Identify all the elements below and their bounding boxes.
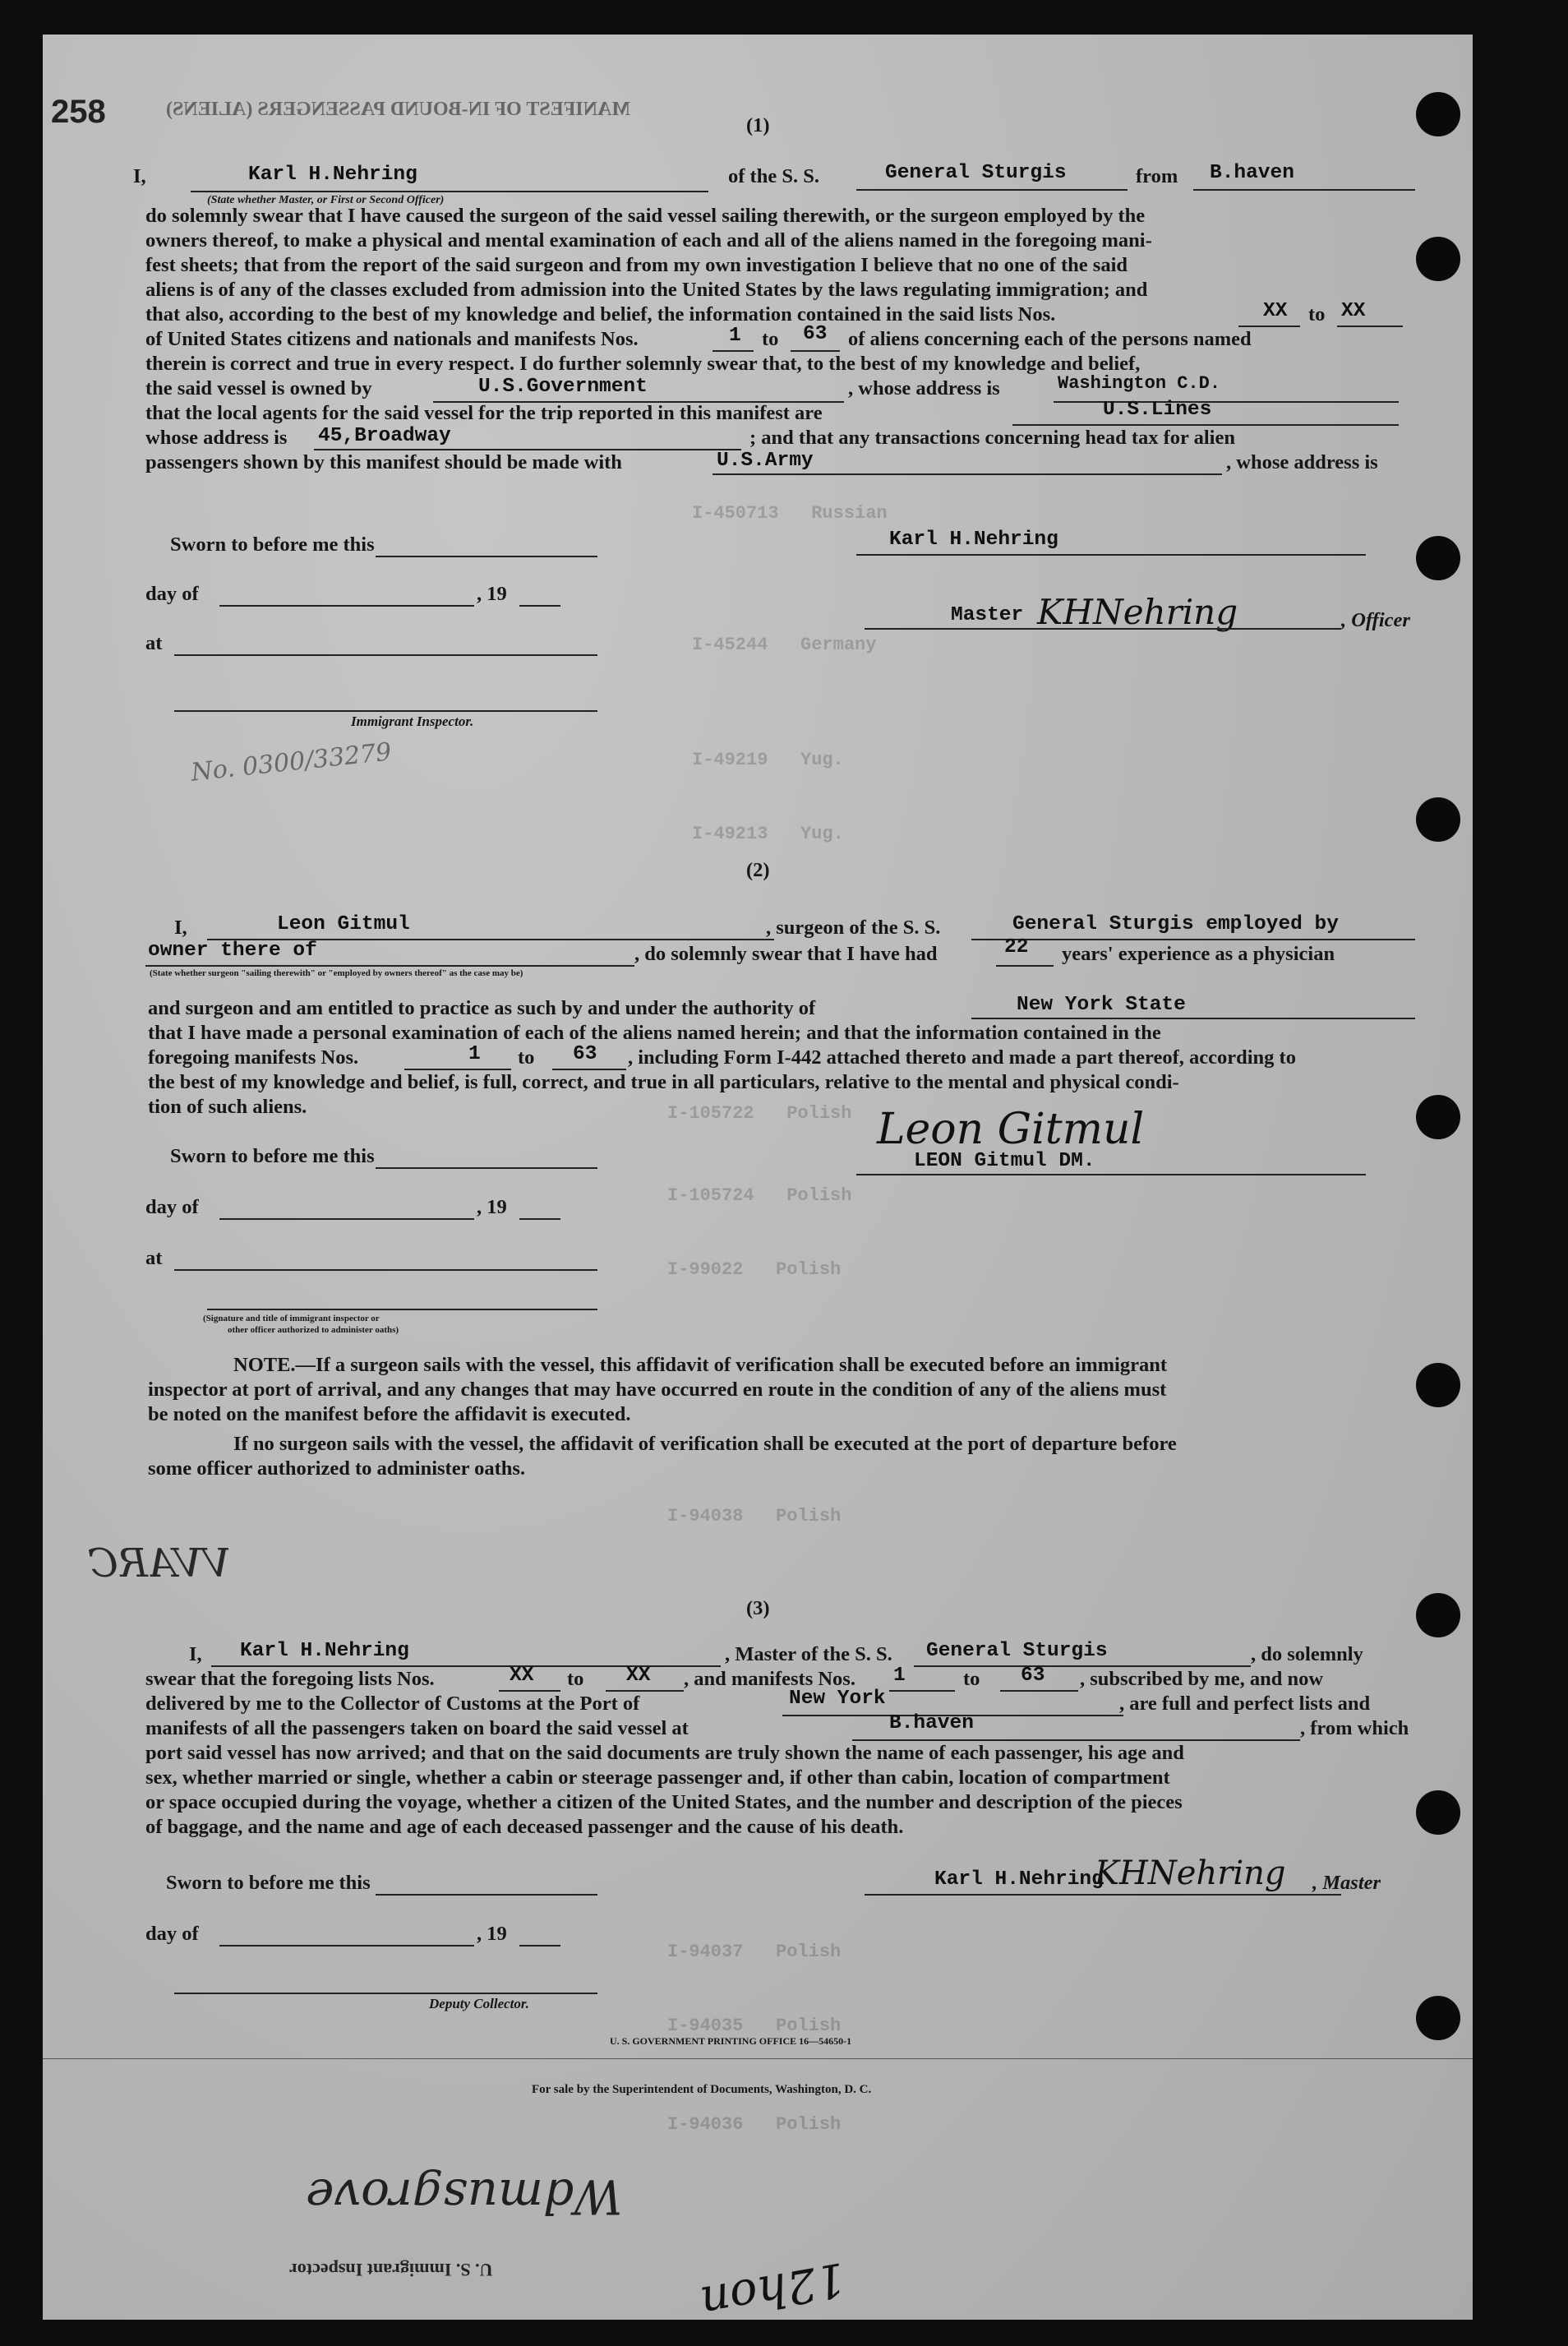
head-tax-party: U.S.Army xyxy=(717,450,814,472)
binder-hole xyxy=(1416,1095,1460,1139)
to-word: to xyxy=(963,1668,980,1690)
owner-text: owner there of xyxy=(148,940,317,962)
inspector-reversed: U. S. Immigrant Inspector xyxy=(289,2260,493,2280)
oath-line: do solemnly swear that I have caused the surgeon of the said vessel sailing therewith, or the surgeon employed by the xyxy=(145,205,1146,227)
lists-from: XX xyxy=(1263,300,1288,322)
authority: New York State xyxy=(1017,994,1186,1016)
note-line: inspector at port of arrival, and any changes that may have occurred en route in the condition of any of the aliens must xyxy=(148,1379,1167,1401)
signer-typed: Karl H.Nehring xyxy=(889,529,1058,551)
vessel-name: General Sturgis xyxy=(885,162,1067,184)
oath-line: that the local agents for the said vessel for the trip reported in this manifest are xyxy=(145,402,823,424)
to-word: to xyxy=(1308,303,1326,326)
collector-caption: Deputy Collector. xyxy=(429,1996,529,2011)
master-signer-typed: Karl H.Nehring xyxy=(934,1868,1104,1891)
to-word: to xyxy=(518,1046,535,1069)
sig-caption-2: other officer authorized to administer oaths) xyxy=(228,1325,399,1335)
authority-text: and surgeon and am entitled to practice as such by and under the authority of xyxy=(148,997,816,1019)
i-label: I, xyxy=(174,917,187,939)
full-lists: , are full and perfect lists and xyxy=(1119,1693,1371,1715)
cert-line: tion of such aliens. xyxy=(148,1096,307,1118)
manifests-to: 63 xyxy=(803,323,828,345)
surgeon-signer-typed: LEON Gitmul DM. xyxy=(914,1150,1095,1172)
day-of-label: day of xyxy=(145,1196,199,1218)
including-text: , including Form I-442 attached thereto and made a part thereof, according to xyxy=(628,1046,1296,1069)
binder-hole xyxy=(1416,536,1460,580)
local-agents: U.S.Lines xyxy=(1103,399,1212,421)
manifests-from: 1 xyxy=(468,1043,481,1065)
master-signature: KHNehring xyxy=(1037,592,1238,632)
binder-hole xyxy=(1416,237,1460,281)
oath-line: of United States citizens and nationals and manifests Nos. xyxy=(145,328,639,350)
from-which: , from which xyxy=(1300,1717,1409,1739)
to-word: to xyxy=(567,1668,584,1690)
port: B.haven xyxy=(1210,162,1294,184)
port-of-arrival: New York xyxy=(789,1688,886,1710)
note-line: some officer authorized to administer oaths. xyxy=(148,1457,526,1480)
of-aliens-text: of aliens concerning each of the persons named xyxy=(848,328,1252,350)
taken-text: manifests of all the passengers taken on board the said vessel at xyxy=(145,1717,689,1739)
cert-line: that I have made a personal examination of each of the aliens named herein; and that the information contained in the xyxy=(148,1022,1161,1044)
sworn-label: Sworn to before me this xyxy=(170,533,375,556)
section-number: (2) xyxy=(746,859,770,881)
manifests-from: 1 xyxy=(729,325,741,347)
cert-line: the best of my knowledge and belief, is full, correct, and true in all particulars, relative to the mental and physical condi- xyxy=(148,1071,1179,1093)
day-of-label: day of xyxy=(145,583,199,605)
master-name: Karl H.Nehring xyxy=(240,1640,409,1662)
note-line: be noted on the manifest before the affidavit is executed. xyxy=(148,1403,631,1425)
oath-line: aliens is of any of the classes excluded from admission into the United States by the laws regulating immigration; and xyxy=(145,279,1148,301)
to-word: to xyxy=(762,328,779,350)
officer-caption: (State whether Master, or First or Second Officer) xyxy=(207,194,445,206)
inspector-caption: Immigrant Inspector. xyxy=(351,713,474,729)
section-number: (3) xyxy=(746,1597,770,1619)
year-label: , 19 xyxy=(477,1196,507,1218)
do-solemnly: , do solemnly xyxy=(1251,1643,1363,1665)
master-of-label: , Master of the S. S. xyxy=(725,1643,892,1665)
surgeon-caption: (State whether surgeon "sailing therewith" or "employed by owners thereof" as the case may be) xyxy=(150,968,523,978)
binder-hole xyxy=(1416,92,1460,136)
bottom-handwriting: 12hon xyxy=(696,2251,850,2330)
surgeon-signature: Leon Gitmul xyxy=(877,1105,1145,1154)
i-label: I, xyxy=(189,1643,202,1665)
officer-label: , Officer xyxy=(1341,609,1410,631)
master-signature-3: KHNehring xyxy=(1095,1854,1286,1892)
delivery-line: sex, whether married or single, whether a cabin or steerage passenger and, if other than cabin, location of compartment xyxy=(145,1766,1170,1789)
at-label: at xyxy=(145,1247,163,1269)
sale-line: For sale by the Superintendent of Documents, Washington, D. C. xyxy=(532,2083,872,2096)
delivery-line: or space occupied during the voyage, whether a citizen of the United States, and the number and description of the pieces xyxy=(145,1791,1183,1813)
and-manifests: , and manifests Nos. xyxy=(684,1668,855,1690)
oath-line: fest sheets; that from the report of the said surgeon and from my own investigation I believe that no one of the said xyxy=(145,254,1128,276)
whose-address-label: , whose address is xyxy=(848,377,1000,399)
surgeon-of-label: , surgeon of the S. S. xyxy=(766,917,941,939)
margin-mark: VVARC xyxy=(88,1540,231,1586)
manifests-to: 63 xyxy=(573,1043,597,1065)
binder-hole xyxy=(1416,1996,1460,2040)
swear-text: , do solemnly swear that I have had xyxy=(634,943,938,965)
delivered-text: delivered by me to the Collector of Customs at the Port of xyxy=(145,1693,640,1715)
oath-line: therein is correct and true in every respect. I do further solemnly swear that, to the best of my knowledge and belief, xyxy=(145,353,1141,375)
oath-line: owners thereof, to make a physical and mental examination of each and all of the aliens named in the foregoing mani- xyxy=(145,229,1152,252)
binder-hole xyxy=(1416,797,1460,842)
oath-line: passengers shown by this manifest should be made with xyxy=(145,451,622,473)
oath-line: the said vessel is owned by xyxy=(145,377,372,399)
years: 22 xyxy=(1004,936,1029,958)
port-of-departure: B.haven xyxy=(889,1712,974,1734)
of-ss-label: of the S. S. xyxy=(728,165,819,187)
manifests-to: 63 xyxy=(1021,1665,1045,1687)
signer-title: Master xyxy=(951,604,1024,626)
binder-hole xyxy=(1416,1790,1460,1835)
sworn-label: Sworn to before me this xyxy=(170,1145,375,1167)
from-label: from xyxy=(1136,165,1178,187)
oath-line: that also, according to the best of my knowledge and belief, the information contained in the said lists Nos. xyxy=(145,303,1056,326)
years-text: years' experience as a physician xyxy=(1062,943,1335,965)
sig-caption-1: (Signature and title of immigrant inspector or xyxy=(203,1314,380,1323)
manifest-sheet: I-450713 Russian I-45244 Germany I-49219 Yug. I-49213 Yug. I-105722 Polish I-105724 Polish I-99022 Polish I-94038 Polish I-94037 Polish I-94035 Polish I-94036 Polish 258 MANIFEST OF IN-BOUND PASSENGERS (ALIENS) (1) I, Karl H.Nehring (State whether Master, or First or Second Officer) of the S. S. General Sturgis from B.haven do solemnly swear that I have caused the surgeon of the said vessel sailing therewith, or the surgeon employed by the owners thereof, to make a physical and mental examination of each and all of the aliens named in the foregoing mani- fest sheets; that from the report of the said surgeon and from my own investigation I believe that no one of the said aliens is of any of the classes excluded from admission into the United States by the laws regulating immigration; and that also, according to the best of my knowledge and belief, the information contained in the said lists Nos. XX to XX of United States citizens and nationals and manifests Nos. 1 to 63 of aliens concerning each of the persons named therein is correct and true in every respect. I do further solemnly swear that, to the best of my knowledge and belief, the said vessel is owned by U.S.Government , whose address is Washington C.D. that the local agents for the said vessel for the trip reported in this manifest are U.S.Lines whose address is 45,Broadway ; and that any transactions concerning head tax for alien passengers shown by this manifest should be made with U.S.Army , whose address is Sworn to before me this day of , 19 at Immigrant Inspector. Karl H.Nehring Master KHNehring , Officer No. 0300/33279 (2) I, Leon Gitmul , surgeon of the S. S. General Sturgis employed by owner there of , do solemnly swear that I have had 22 years' experience as a physician (State whether surgeon "sailing therewith" or "employed by owners thereof" as the case may be) and surgeon and am entitled to practice as such by and under the authority of New York State that I have made a personal examination of each of the aliens named herein; and that the information contained in the foregoing manifests Nos. 1 to 63 , including Form I-442 attached thereto and made a part thereof, according to the best of my knowledge and belief, is full, correct, and true in all particulars, relative to the mental and physical condi- tion of such aliens. Sworn to before me this day of , 19 at (Signature and title of immigrant inspector or other officer authorized to administer oaths) Leon Gitmul LEON Gitmul DM. NOTE.—If a surgeon sails with the vessel, this affidavit of verification shall be executed before an immigrant inspector at port of arrival, and any changes that may have occurred en route in the condition of any of the aliens must be noted on the manifest before the affidavit is executed. If no surgeon sails with the vessel, the affidavit of verification shall be executed at the port of departure before some officer authorized to administer oaths. VVARC (3) I, Karl H.Nehring , Master of the S. S. General Sturgis , do solemnly swear that the foregoing lists Nos. XX to XX , and manifests Nos. 1 to 63 , subscribed by me, and now delivered by me to the Collector of Customs at the Port of New York , are full and perfect lists and manifests of all the passengers taken on board the said vessel at B.haven , from which port said vessel has now arrived; and that on the said documents are truly shown the name of each passenger, his age and sex, whether married or single, whether a cabin or steerage passenger and, if other than cabin, location of compartment or space occupied during the voyage, whether a citizen of the United States, and the number and description of the pieces of baggage, and the name and age of each deceased passenger and the cause of his death. Sworn to before me this day of , 19 Deputy Collector. Karl H.Nehring KHNehring , Master U. S. GOVERNMENT PRINTING OFFICE 16—54650-1 For sale by the Superintendent of Documents, Washington, D. C. Wdmusgrove U. S. Immigrant Inspector 12hon xyxy=(43,35,1473,2320)
oath-line: whose address is xyxy=(145,427,288,449)
day-of-label: day of xyxy=(145,1923,199,1945)
owner-address: Washington C.D. xyxy=(1058,373,1221,394)
note-line: If no surgeon sails with the vessel, the affidavit of verification shall be executed at the port of departure before xyxy=(233,1433,1177,1455)
year-label: , 19 xyxy=(477,583,507,605)
agents-address: 45,Broadway xyxy=(318,425,451,447)
cert-line: foregoing manifests Nos. xyxy=(148,1046,359,1069)
lists-to: XX xyxy=(1341,300,1366,322)
binder-hole xyxy=(1416,1363,1460,1407)
footer-rule xyxy=(43,2058,1473,2059)
lists-to: XX xyxy=(626,1665,651,1687)
surgeon-name: Leon Gitmul xyxy=(277,913,410,935)
note-line: NOTE.—If a surgeon sails with the vessel, this affidavit of verification shall be executed before an immigrant xyxy=(233,1354,1168,1376)
owner: U.S.Government xyxy=(478,376,648,398)
inspector-signature: Wdmusgrove xyxy=(306,2168,623,2224)
sworn-label: Sworn to before me this xyxy=(166,1872,371,1894)
year-label: , 19 xyxy=(477,1923,507,1945)
delivery-line: port said vessel has now arrived; and that on the said documents are truly shown the name of each passenger, his age and xyxy=(145,1742,1184,1764)
subscribed: , subscribed by me, and now xyxy=(1080,1668,1324,1690)
binder-hole xyxy=(1416,1593,1460,1637)
gpo-line: U. S. GOVERNMENT PRINTING OFFICE 16—54650-1 xyxy=(610,2035,852,2047)
side-stamp: No. 0300/33279 xyxy=(189,737,393,787)
manifests-from: 1 xyxy=(893,1665,906,1687)
at-label: at xyxy=(145,632,163,654)
head-tax-text: ; and that any transactions concerning head tax for alien xyxy=(749,427,1235,449)
officer-name: Karl H.Nehring xyxy=(248,164,417,186)
i-label: I, xyxy=(133,165,146,187)
delivery-line: of baggage, and the name and age of each deceased passenger and the cause of his death. xyxy=(145,1816,904,1838)
swear-text: swear that the foregoing lists Nos. xyxy=(145,1668,435,1690)
end-whose-address: , whose address is xyxy=(1226,451,1378,473)
master-label: , Master xyxy=(1312,1872,1381,1894)
lists-from: XX xyxy=(510,1665,534,1687)
page-number: 258 xyxy=(51,94,106,130)
manifest-title-reversed: MANIFEST OF IN-BOUND PASSENGERS (ALIENS) xyxy=(166,99,630,120)
section-number: (1) xyxy=(746,114,770,136)
vessel-employed: General Sturgis employed by xyxy=(1012,913,1339,935)
vessel-name: General Sturgis xyxy=(926,1640,1108,1662)
